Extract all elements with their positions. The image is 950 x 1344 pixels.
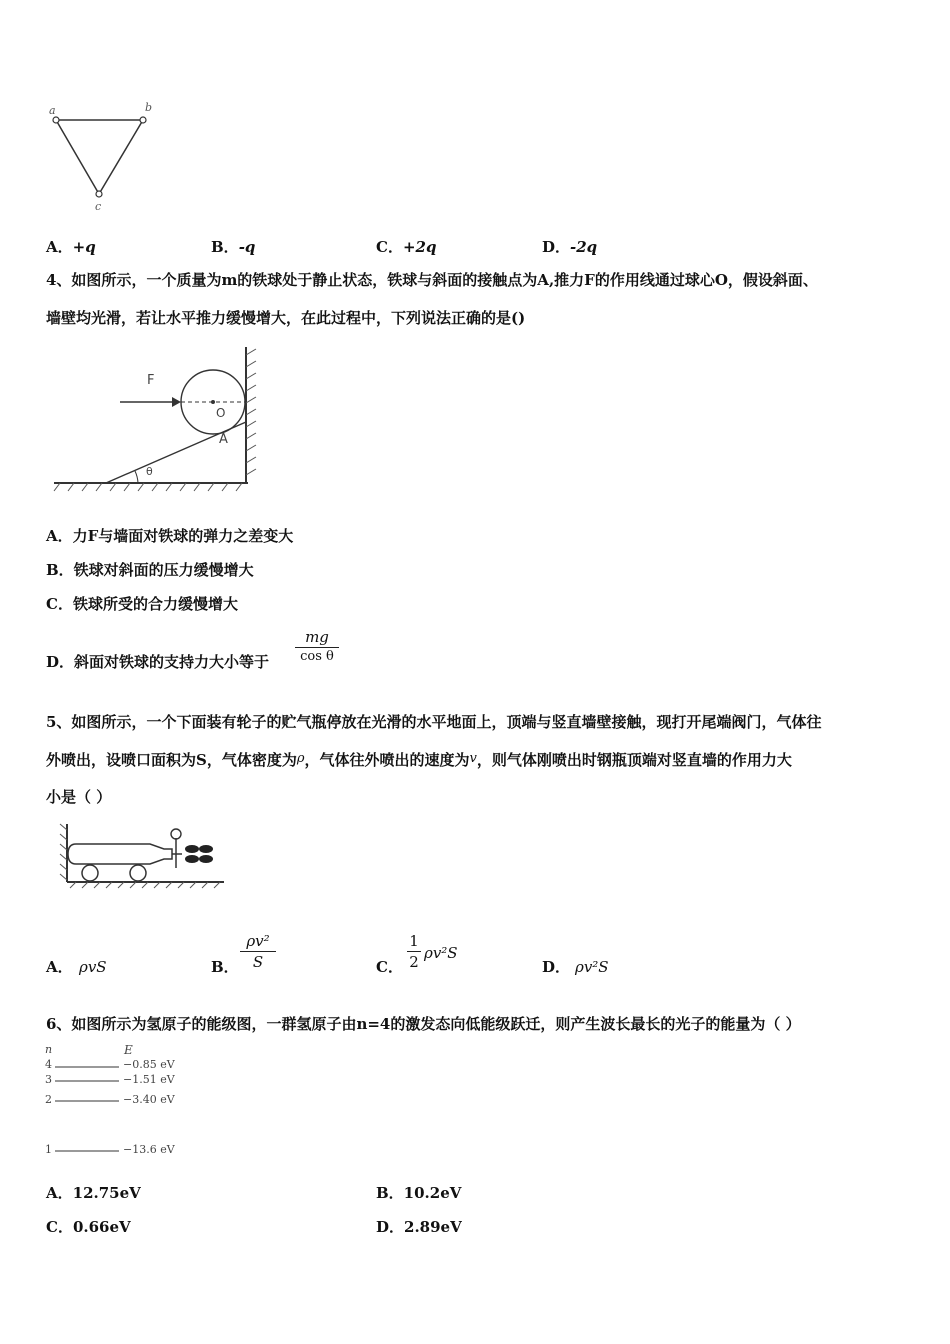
q5-option-d[interactable] [542,956,570,977]
q5-rho-symbol: ρ [296,751,305,766]
fraction-bar [240,951,276,952]
q4-option-b[interactable]: B．铁球对斜面的压力缓慢增大 [46,561,254,579]
triangle-figure [40,100,170,220]
level-3-n: 3 [45,1073,52,1086]
q5-option-c-letter: C． [376,958,403,976]
level-4-n: 4 [45,1058,52,1071]
q5-option-b-letter: B． [211,958,239,976]
angle-label: θ [146,465,153,478]
gas-cylinder-figure [58,822,228,890]
e-header: E [124,1043,133,1057]
q3-option-d-value: -2q [570,238,598,256]
q6-option-b[interactable]: B．10.2eV [376,1184,462,1202]
q5-option-a-letter: A． [46,958,73,976]
q3-option-a-value: +q [72,238,96,256]
q5-option-d-letter: D． [542,958,571,976]
q4-option-a[interactable]: A．力F与墙面对铁球的弹力之差变大 [46,527,294,545]
q5-option-a[interactable] [46,956,73,977]
q4-stem-line-2: 墙壁均光滑，若让水平推力缓慢增大，在此过程中，下列说法正确的是() [46,309,526,327]
level-3-e: −1.51 eV [123,1073,175,1086]
level-1-e: −13.6 eV [123,1143,175,1156]
q3-option-a-letter: A． [46,238,73,256]
q5-stem-line-3: 小是（ ） [46,788,112,806]
q4-d-numerator: mg [305,628,329,646]
q3-option-b[interactable] [211,236,255,257]
level-4-e: −0.85 eV [123,1058,175,1071]
q5-stem-part-c: ，则气体刚喷出时钢瓶顶端对竖直墙的作用力大 [476,751,792,769]
q5-option-b[interactable] [211,956,239,977]
q5-option-c-rest: ρv²S [424,944,458,962]
center-label: O [216,406,226,420]
q3-option-b-value: -q [238,238,256,256]
q6-option-a[interactable]: A．12.75eV [46,1184,141,1202]
q5-b-denominator: S [252,953,264,971]
q5-b-numerator: ρv² [246,932,270,950]
level-2-n: 2 [45,1093,52,1106]
q3-option-b-letter: B． [211,238,239,256]
q5-option-c-fraction [407,932,421,971]
q5-stem-line-1: 5、如图所示，一个下面装有轮子的贮气瓶停放在光滑的水平地面上，顶端与竖直墙壁接触，现打开尾端阀门，气体往 [46,713,822,731]
vertex-label-a: a [49,104,56,117]
q5-stem-part-b: ，气体往外喷出的速度为 [304,751,470,769]
fraction-bar [407,951,421,952]
q6-option-c[interactable]: C．0.66eV [46,1218,131,1236]
level-2-e: −3.40 eV [123,1093,175,1106]
q3-option-d-letter: D． [542,238,571,256]
q6-option-d[interactable]: D．2.89eV [376,1218,462,1236]
vertex-label-c: c [95,200,102,213]
q5-stem-part-a: 外喷出，设喷口面积为S，气体密度为 [46,751,297,769]
force-label: F [147,373,155,388]
energy-level-lines [45,1055,135,1155]
contact-label: A [219,432,228,447]
q3-option-c-letter: C． [376,238,403,256]
vertex-label-b: b [145,101,153,114]
fraction-bar [295,647,339,648]
q4-option-c[interactable]: C．铁球所受的合力缓慢增大 [46,595,238,613]
q4-stem-line-1: 4、如图所示，一个质量为m的铁球处于静止状态，铁球与斜面的接触点为A,推力F的作用线通过球心O，假设斜面、 [46,271,818,289]
q5-option-d-value: ρv²S [575,958,609,976]
level-1-n: 1 [45,1143,52,1156]
q4-option-d[interactable]: D．斜面对铁球的支持力大小等于 [46,653,270,671]
q5-stem-line-2 [46,749,792,770]
q3-option-c[interactable] [376,236,436,257]
q5-v-symbol: v [469,751,477,766]
q4-option-d-fraction [295,628,339,664]
ball-incline-figure [50,345,265,495]
q3-option-c-value: +2q [402,238,437,256]
q5-c-denominator: 2 [409,953,419,971]
n-header: n [45,1043,53,1056]
q5-option-c[interactable] [376,956,403,977]
q5-option-a-value: ρvS [79,958,107,976]
q5-option-b-fraction [240,932,276,971]
q3-option-a[interactable] [46,236,96,257]
q4-d-denominator: cos θ [300,649,334,664]
q3-option-d[interactable] [542,236,597,257]
q5-c-numerator: 1 [409,932,419,950]
q6-stem-line-1: 6、如图所示为氢原子的能级图，一群氢原子由n=4的激发态向低能级跃迁，则产生波长最长的光子的能量为（ ） [46,1015,801,1033]
